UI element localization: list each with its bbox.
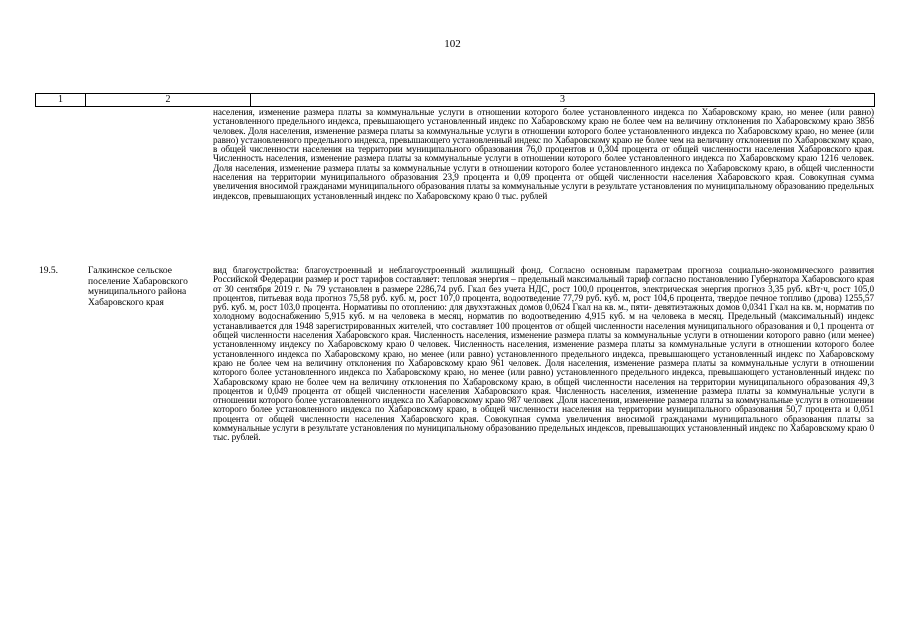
row-description: вид благоустройства: благоустроенный и неблагоустроенный жилищный фонд. Согласно основным параметрам прогноза социально-экономического развития Российской Федерации размер и рост тарифов составляет: тепловая энергия – предельный максимальный тариф согласно постановлению Губернатора Хабаровского края от 30 сентября 2019 г. № 79 установлен в размере 2286,74 руб. Гкал без учета НДС, рост 100,0 процентов, электрическая энергия прогноз 3,35 руб. кВт·ч, рост 105,0 процентов, питьевая вода прогноз 75,58 руб. куб. м, рост 107,0 процента, водоотведение 77,79 руб. куб. м, рост 104,6 процента, твердое печное топливо (дрова) 1255,57 руб. куб. м, рост 103,0 процента. Нормативы по отоплению: для двухэтажных домов 0,0624 Гкал на кв. м., пяти- девятиэтажных домов 0,0341 Гкал на кв. м, норматив по холодному водоснабжению 5,915 куб. м на человека в месяц, норматив по водоотведению 4,915 куб. м на человека в месяц. Предельный (максимальный) индекс устанавливается для 1948 зарегистрированных жителей, что составляет 100 процентов от общей численности населения муниципального образования и 0,1 процента от общей численности населения Хабаровского края. Численность населения, изменение размера платы за коммунальные услуги в отношении которого равно (или менее) установленному индексу по Хабаровскому краю 0 человек. Численность населения, изменение размера платы за коммунальные услуги в отношении которого более установленного индекса по Хабаровскому краю, но менее (или равно) установленного предельного индекса, превышающего установленный индекс по Хабаровскому краю не более чем на величину отклонения по Хабаровскому краю 961 человек. Доля населения, изменение размера платы за коммунальные услуги в отношении которого более установленного индекса по Хабаровскому краю, но менее (или равно) установленного предельного индекса, превышающего установленный индекс по Хабаровскому краю не более чем на величину отклонения по Хабаровскому краю, в общей численности населения на территории муниципального образования 49,3 процентов и 0,049 процента от общей численности населения Хабаровского края. Численность населения, изменение размера платы за коммунальные услуги в отношении которого более установленного индекса по Хабаровскому краю 987 человек .Доля населения, изменение размера платы за коммунальные услуги в отношении которого более установленного индекса по Хабаровскому краю, в общей численности населения на территории муниципального образования 50,7 процента и 0,051 процента от общей численности населения Хабаровского края. Совокупная сумма увеличения вносимой гражданами муниципального образования платы за коммунальные услуги в результате установления по муниципальному образованию предельных индексов, превышающих установленный индекс по Хабаровскому краю 0 тыс. рублей. [213,265,874,443]
table-header-row [35,93,875,107]
table-row-continuation [213,108,874,201]
row-number: 19.5. [39,266,58,276]
municipality-name: Галкинское сельское поселение Хабаровского муниципального района Хабаровского края [88,266,188,308]
table-header-col-3: 3 [560,94,565,105]
page-number: 102 [444,38,461,50]
table-header-col-2: 2 [86,94,251,106]
table-header-col-1: 1 [36,94,86,106]
continuation-text: населения, изменение размера платы за коммунальные услуги в отношении которого более установленного индекса по Хабаровскому краю, но менее (или равно) установленного предельного индекса, превышающего установленный индекс по Хабаровскому краю не более чем на величину отклонения по Хабаровскому краю 3856 человек. Доля населения, изменение размера платы за коммунальные услуги в отношении которого более установленного индекса по Хабаровскому краю, но менее (или равно) установленного предельного индекса, превышающего установленный индекс по Хабаровскому краю не более чем на величину отклонения по Хабаровскому краю, в общей численности населения на территории муниципального образования 76,0 процентов и 0,304 процента от общей численности населения Хабаровского края. Численность населения, изменение размера платы за коммунальные услуги в отношении которого более установленного индекса по Хабаровскому краю 1216 человек. Доля населения, изменение размера платы за коммунальные услуги в отношении которого более установленного индекса по Хабаровскому краю, в общей численности населения на территории муниципального образования 23,9 процента и 0,09 процента от общей численности населения Хабаровского края. Совокупная сумма увеличения вносимой гражданами муниципального образования платы за коммунальные услуги в результате установления по муниципальному образованию предельных индексов, превышающих установленный индекс по Хабаровскому краю 0 тыс. рублей [213,107,874,201]
